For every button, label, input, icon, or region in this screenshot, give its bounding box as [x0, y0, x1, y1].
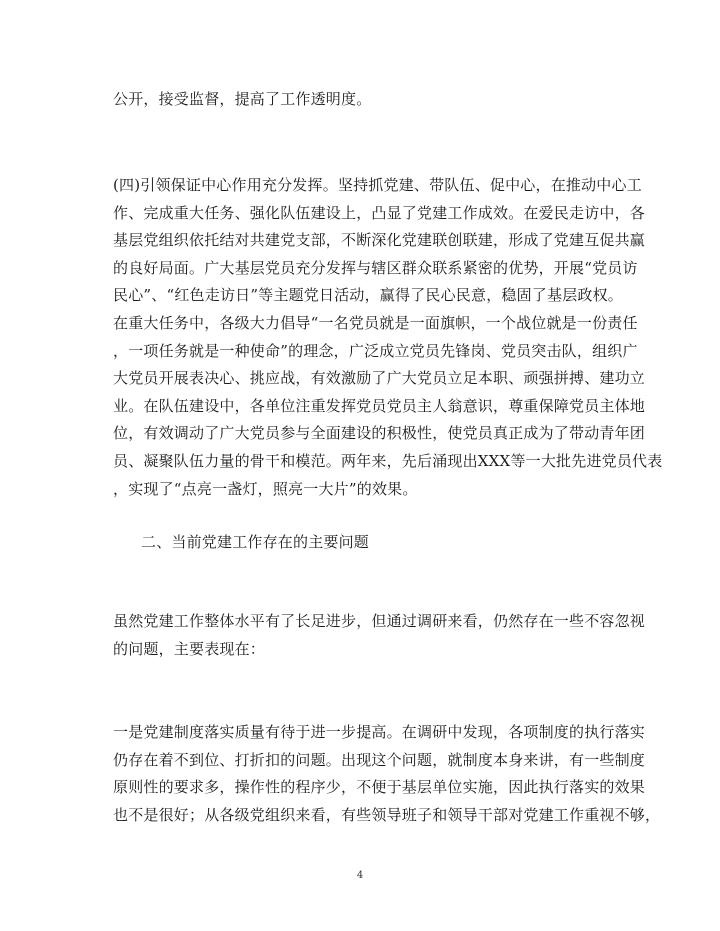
paragraph-transparency: [113, 86, 613, 114]
text-line: 仍存在着不到位、打折扣的问题。出现这个问题，就制度本身来讲，有一些制度: [113, 750, 646, 769]
text-line: 基层党组织依托结对共建党支部，不断深化党建联创联建，形成了党建互促共赢: [113, 231, 646, 250]
text-line: 民心”、“红色走访日”等主题党日活动，赢得了民心民意，稳固了基层政权。: [113, 286, 624, 305]
text-line: 在重大任务中，各级大力倡导“一名党员就是一面旗帜，一个战位就是一份责任: [113, 313, 638, 332]
text-line: 业。在队伍建设中，各单位注重发挥党员党员主人翁意识，尊重保障党员主体地: [113, 396, 646, 415]
heading-text: 二、当前党建工作存在的主要问题: [141, 533, 370, 551]
text-line: 原则性的要求多，操作性的程序少，不便于基层单位实施，因此执行落实的效果: [113, 778, 646, 797]
text-line: (四)引领保证中心作用充分发挥。坚持抓党建、带队伍、促中心，在推动中心工: [113, 176, 642, 194]
section-heading: [141, 529, 641, 557]
text-line: 员、凝聚队伍力量的骨干和模范。两年来，先后涌现出XXX等一大批先进党员代表: [113, 451, 663, 470]
paragraph-problems-intro: [113, 608, 646, 663]
text-line: 的良好局面。广大基层党员充分发挥与辖区群众联系紧密的优势，开展“党员访: [113, 258, 638, 277]
paragraph-leading-role: [113, 172, 663, 503]
text-line: 一是党建制度落实质量有待于进一步提高。在调研中发现，各项制度的执行落实: [113, 723, 646, 741]
text-line: 作、完成重大任务、强化队伍建设上，凸显了党建工作成效。在爱民走访中，各: [113, 203, 646, 222]
text-line: ，一项任务就是一种使命”的理念，广泛成立党员先锋岗、党员突击队，组织广: [113, 341, 638, 360]
text-line: 公开，接受监督，提高了工作透明度。: [113, 90, 372, 108]
page-number: 4: [356, 870, 364, 881]
text-line: 大党员开展表决心、挑应战，有效激励了广大党员立足本职、顽强拼搏、建功立: [113, 369, 646, 388]
text-line: 的问题，主要表现在：: [113, 639, 266, 658]
text-line: ，实现了“点亮一盏灯，照亮一大片”的效果。: [113, 479, 418, 498]
text-line: 虽然党建工作整体水平有了长足进步，但通过调研来看，仍然存在一些不容忽视: [113, 612, 646, 630]
paragraph-problem-one: [113, 719, 661, 829]
text-line: 也不是很好；从各级党组织来看，有些领导班子和领导干部对党建工作重视不够，: [113, 805, 661, 824]
text-line: 位，有效调动了广大党员参与全面建设的积极性，使党员真正成为了带动青年团: [113, 424, 646, 443]
